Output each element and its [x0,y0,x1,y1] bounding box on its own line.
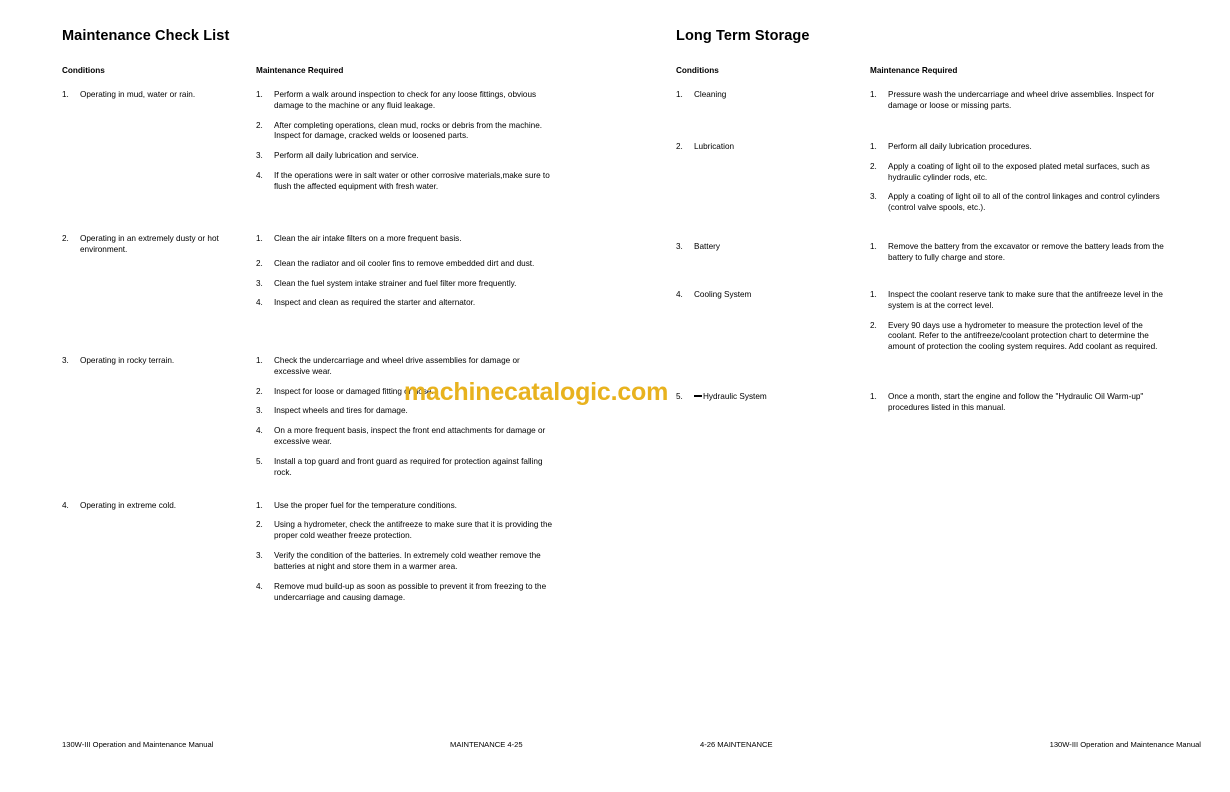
column-header-conditions: Conditions [676,66,719,75]
page-title-right: Long Term Storage [676,28,810,44]
condition-text: Operating in rocky terrain. [80,356,175,365]
item-number: 5. [256,456,263,466]
item-number: 4. [256,171,263,181]
list-item [256,582,556,604]
item-number: 3. [870,192,877,202]
condition-cell [676,90,862,105]
table-row [676,290,1201,368]
condition-cell [676,142,862,157]
item-number: 1. [256,356,263,365]
item-text: Clean the fuel system intake strainer and fuel filter more frequently. [274,278,517,288]
item-text: Check the undercarriage and wheel drive assemblies for damage or excessive wear. [274,356,520,376]
list-item [256,551,556,573]
condition-number: 3. [676,242,683,251]
condition-item [676,142,862,153]
item-text: Once a month, start the engine and follow the "Hydraulic Oil Warm-up" procedures listed in this manual. [888,392,1144,412]
table-row [676,392,1201,422]
item-number: 1. [256,500,263,510]
item-number: 1. [870,242,877,251]
item-text: Perform a walk around inspection to check for any loose fittings, obvious damage to the machine or any fluid leakage. [274,90,537,110]
list-item [256,234,556,245]
left-table-headers [62,66,587,82]
item-text: Inspect and clean as required the starter and alternator. [274,298,476,308]
requirement-cell [256,356,556,479]
condition-cell [676,392,862,407]
table-row [62,501,587,611]
right-table-headers [676,66,1201,82]
item-text: Perform all daily lubrication procedures. [888,142,1032,151]
requirement-cell [256,501,556,604]
item-number: 1. [870,392,877,401]
item-text: Inspect the coolant reserve tank to make sure that the antifreeze level in the system is at the correct level. [888,290,1163,310]
table-row [62,234,587,336]
footer-manual-name-left: 130W-III Operation and Maintenance Manual [62,740,214,749]
item-text: Remove mud build-up as soon as possible to prevent it from freezing to the undercarriage and causing damage. [274,581,547,602]
condition-cell [62,356,248,371]
item-text: Inspect wheels and tires for damage. [274,406,408,416]
list-item [256,259,556,270]
item-text: Clean the radiator and oil cooler fins to remove embedded dirt and dust. [274,258,535,268]
condition-text: Cleaning [694,90,727,99]
list-item [870,192,1170,214]
column-header-maintenance-required: Maintenance Required [870,66,958,75]
list-item [256,426,556,448]
requirement-cell [870,242,1170,264]
item-text: After completing operations, clean mud, rocks or debris from the machine. Inspect for damage, cracked welds or loosened parts. [274,120,543,141]
list-item [870,142,1170,153]
list-item [256,279,556,290]
condition-number: 1. [62,90,69,99]
condition-text: Operating in an extremely dusty or hot environment. [80,234,219,254]
table-row [676,142,1201,222]
item-number: 2. [870,320,877,330]
footer-page-number-right: 4-26 MAINTENANCE [700,740,773,749]
condition-number: 5. [676,392,683,401]
item-number: 2. [256,120,263,130]
requirement-cell [870,90,1170,112]
item-number: 1. [256,90,263,99]
condition-number: 4. [676,290,683,299]
condition-item [676,290,862,301]
list-item [256,457,556,479]
item-text: Remove the battery from the excavator or remove the battery leads from the battery to fully charge and store. [888,242,1164,262]
list-item [256,501,556,512]
item-number: 4. [256,426,263,436]
condition-text: Hydraulic System [703,392,767,401]
item-number: 3. [256,551,263,561]
item-number: 1. [870,90,877,99]
item-number: 1. [256,234,263,243]
item-text: Install a top guard and front guard as required for protection against falling rock. [274,456,543,477]
list-item [870,321,1170,353]
condition-text: Operating in extreme cold. [80,500,177,510]
item-number: 3. [256,406,263,416]
item-text: Apply a coating of light oil to the exposed plated metal surfaces, such as hydraulic cylinder rods, etc. [888,161,1150,182]
list-item [256,387,556,398]
requirement-cell [256,90,556,193]
condition-number: 2. [62,234,69,243]
list-item [870,242,1170,264]
item-number: 2. [256,386,263,396]
footer-manual-name-right: 130W-III Operation and Maintenance Manual [1049,740,1201,749]
condition-cell [62,501,248,516]
condition-number: 4. [62,500,69,510]
list-item [256,298,556,309]
page-title-left: Maintenance Check List [62,28,230,44]
condition-item [62,501,248,512]
requirement-cell [256,234,556,309]
item-text: Use the proper fuel for the temperature conditions. [274,500,457,510]
item-text: Inspect for loose or damaged fitting or hose. [274,386,434,396]
item-number: 1. [870,142,877,151]
condition-item [676,392,862,403]
condition-item [676,242,862,253]
item-number: 4. [256,581,263,591]
item-number: 3. [256,151,263,161]
condition-number: 1. [676,90,683,99]
item-text: Verify the condition of the batteries. In extremely cold weather remove the batteries at night and store them in a warmer area. [274,551,541,571]
column-header-maintenance-required: Maintenance Required [256,66,344,75]
item-text: If the operations were in salt water or other corrosive materials,make sure to flush the affected equipment with fresh water. [274,171,550,191]
item-number: 2. [870,161,877,171]
item-number: 2. [256,258,263,268]
list-item [256,151,556,162]
right-page-column [676,28,1201,440]
item-text: Apply a coating of light oil to all of the control linkages and control cylinders (control valve spools, etc.). [888,192,1160,213]
condition-item [676,90,862,101]
item-text: On a more frequent basis, inspect the front end attachments for damage or excessive wear. [274,426,546,447]
condition-number: 2. [676,142,683,151]
list-item [256,520,556,542]
condition-cell [62,90,248,105]
condition-text: Lubrication [694,142,735,151]
requirement-cell [870,290,1170,353]
condition-text: Operating in mud, water or rain. [80,90,196,99]
list-item [256,356,556,378]
page-footer [0,740,1230,754]
list-item [256,121,556,143]
requirement-cell [870,142,1170,214]
dash-mark-icon [694,395,702,397]
table-row [676,242,1201,270]
condition-cell [62,234,248,260]
item-number: 3. [256,278,263,288]
condition-text: Cooling System [694,290,752,299]
condition-item [62,356,248,367]
item-number: 1. [870,290,877,299]
list-item [870,392,1170,414]
item-text: Perform all daily lubrication and service. [274,151,419,161]
condition-text: Battery [694,242,720,251]
table-row [62,356,587,479]
item-text: Pressure wash the undercarriage and wheel drive assemblies. Inspect for damage or loose or missing parts. [888,90,1155,110]
table-row [62,90,587,208]
list-item [256,171,556,193]
list-item [870,162,1170,184]
condition-item [62,234,248,256]
list-item [256,90,556,112]
item-text: Using a hydrometer, check the antifreeze to make sure that it is providing the proper cold weather freeze protection. [274,520,553,541]
condition-cell [676,290,862,305]
condition-cell [676,242,862,257]
condition-number: 3. [62,356,69,365]
item-text: Every 90 days use a hydrometer to measure the protection level of the coolant. Refer to the antifreeze/coolant protection chart to determine the amount of protection the cooling system requires. Add coolant as required. [888,320,1158,352]
watermark: machinecatalogic.com [404,378,669,406]
requirement-cell [870,392,1170,414]
item-number: 4. [256,298,263,308]
condition-item [62,90,248,101]
list-item [870,290,1170,312]
column-header-conditions: Conditions [62,66,105,75]
list-item [870,90,1170,112]
footer-page-number-left: MAINTENANCE 4-25 [450,740,523,749]
item-number: 2. [256,520,263,530]
item-text: Clean the air intake filters on a more frequent basis. [274,234,462,243]
table-row [676,90,1201,124]
left-page-column [62,28,587,629]
list-item [256,406,556,417]
